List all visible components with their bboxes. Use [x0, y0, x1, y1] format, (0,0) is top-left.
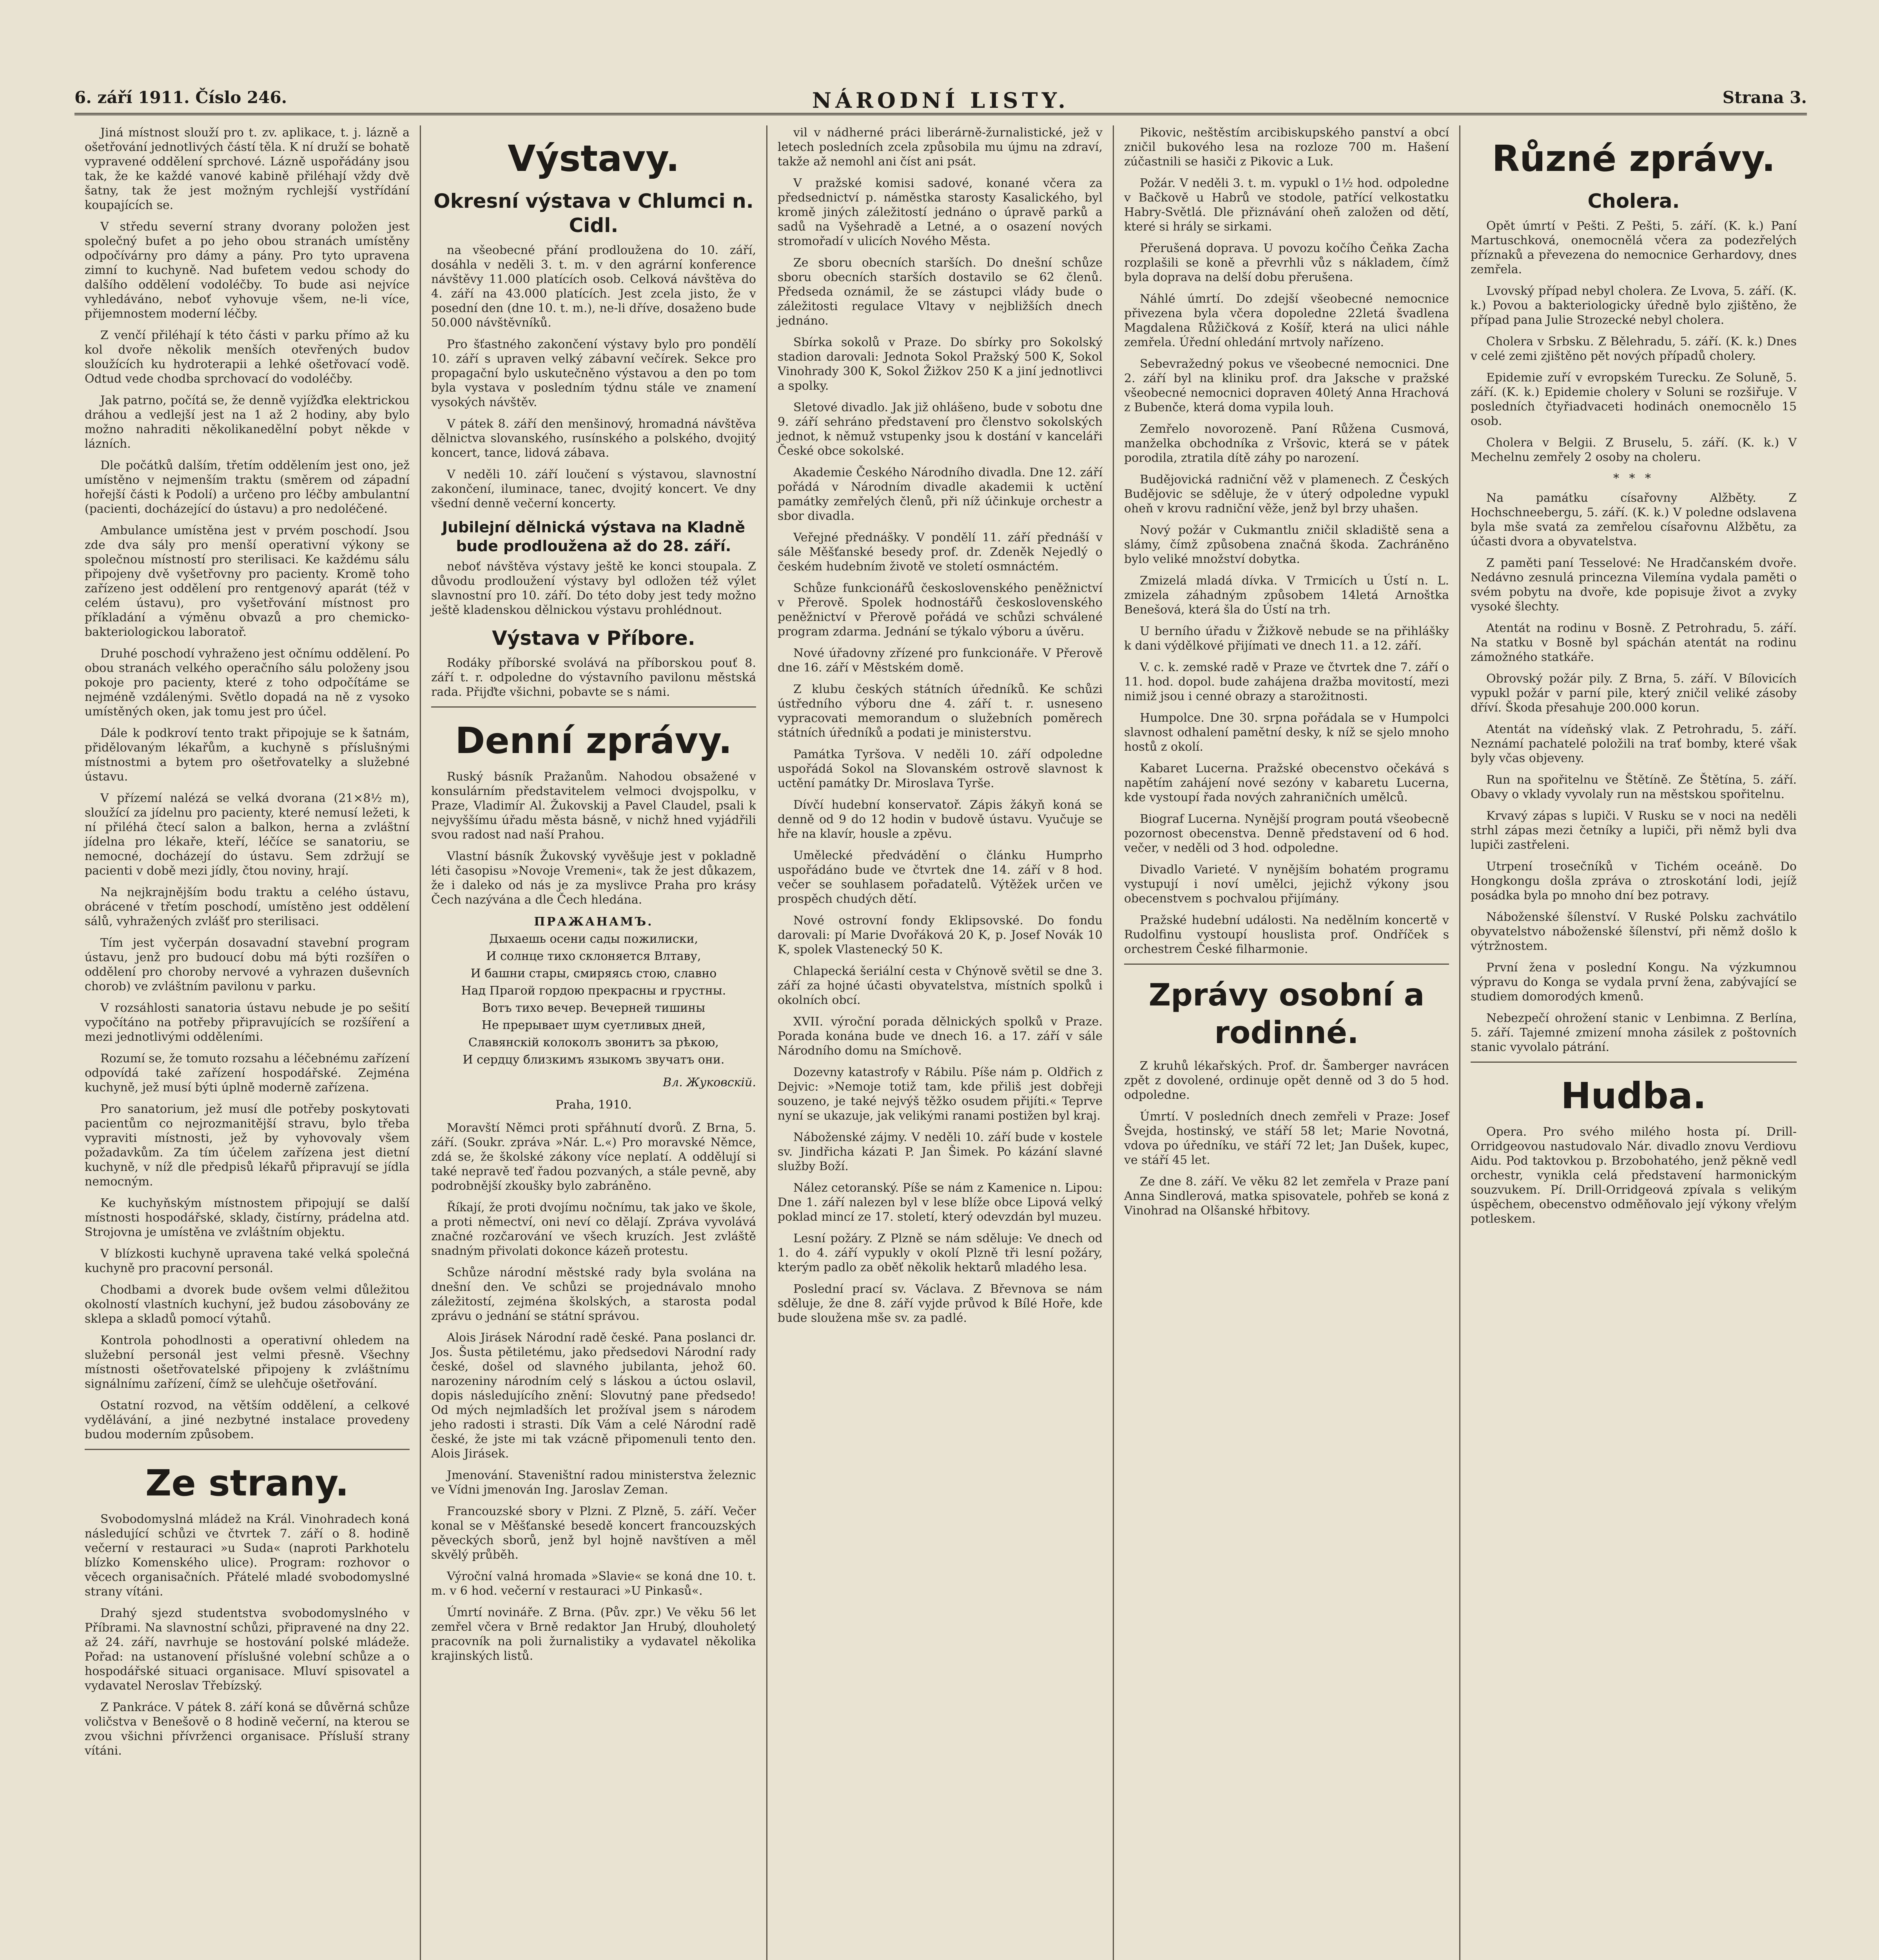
page-number: Strana 3. — [1722, 88, 1807, 107]
article-paragraph: Úmrtí. V posledních dnech zemřeli v Praze: Josef Švejda, hostinský, ve stáří 58 let; Marie Novotná, vdova po úředníku, ve stáří 72 let; Jan Dušek, kupec, ve stáří 45 let. — [1124, 1110, 1449, 1167]
poem-line: Дыхаешь осени сады пожилиски, — [489, 932, 698, 946]
article-paragraph: Jak patrno, počítá se, že denně vyjížďka elektrickou dráhou a vedlejší jest na 1 až 2 hodiny, aby bylo možno nahraditi několikanedělní pobyt někde v lázních. — [85, 394, 410, 451]
article-paragraph: Druhé poschodí vyhraženo jest očnímu oddělení. Po obou stranách velkého operačního sálu položeny jsou pokoje pro pacienty, které z toho odpočítáme se nejméně vzdálenými. Světlo dopadá na ně z vysoko umístěných oken, jak tomu jest pro účel. — [85, 647, 410, 719]
article-paragraph: Sbírka sokolů v Praze. Do sbírky pro Sokolský stadion darovali: Jednota Sokol Pražský 500 K, Sokol Vinohrady 300 K, Sokol Žižkov 250 K a jiní jednotlivci a spolky. — [778, 336, 1103, 393]
newspaper-title: NÁRODNÍ LISTY. — [812, 88, 1070, 113]
column-5 — [1460, 125, 1807, 1960]
article-paragraph: Dále k podkroví tento trakt připojuje se k šatnám, přidělovaným lékařům, a kuchyně s příslušnými místnostmi a bytem pro ošetřovatelky a služebné ústavu. — [85, 726, 410, 784]
article-paragraph: Z paměti paní Tesselové: Ne Hradčanském dvoře. Nedávno zesnulá princezna Vilemína vydala paměti o svém pobytu na dvoře, kde popisuje život a zvyky vysoké šlechty. — [1471, 556, 1797, 613]
article-paragraph: U berního úřadu v Žižkově nebude se na přihlášky k dani výdělkové přijímati ve dnech 11. a 12. září. — [1124, 624, 1449, 653]
article-paragraph: Krvavý zápas s lupiči. V Rusku se v noci na neděli strhl zápas mezi četníky a lupiči, při němž byli dva lupiči zastřeleni. — [1471, 809, 1797, 852]
poem-line: Славянскій колоколъ звонитъ за рѣкою, — [468, 1036, 719, 1049]
article-paragraph: Akademie Českého Národního divadla. Dne 12. září pořádá v Národním divadle akademii k uctění památky zemřelých členů, při níž účinkuje orchestr a sbor divadla. — [778, 466, 1103, 523]
article-paragraph: Ruský básník Pražanům. Nahodou obsažené v konsulárním představitelem velmoci dvojspolku, v Praze, Vladimír Al. Žukovskij a Pavel Claudel, psali k nejvyššímu úřadu města básně, v nichž hned vyjádřili svou radost nad naší Prahou. — [431, 770, 756, 842]
article-paragraph: V pátek 8. září den menšinový, hromadná návštěva dělnictva slovanského, rusínského a polského, dvojitý koncert, tance, lidová zábava. — [431, 417, 756, 460]
article-paragraph: Náhlé úmrtí. Do zdejší všeobecné nemocnice přivezena byla včera dopoledne 22letá švadlena Magdalena Růžičková z Košíř, která na ulici náhle zemřela. Úřední ohledání mrtvoly nařízeno. — [1124, 292, 1449, 349]
article-paragraph: Nebezpečí ohrožení stanic v Lenbimna. Z Berlína, 5. září. Tajemné zmizení mnoha zásilek z poštovních stanic vyvolalo pátrání. — [1471, 1011, 1797, 1054]
article-paragraph: Chodbami a dvorek bude ovšem velmi důležitou okolností vlastních kuchyní, jež budou zásobovány ze sklepa a skladů pomocí výtahů. — [85, 1283, 410, 1326]
section-heading-hudba: Hudba. — [1561, 1075, 1707, 1117]
poem-line: И сердцу близкимъ языкомъ звучатъ они. — [462, 1053, 725, 1067]
article-paragraph: Obrovský požár pily. Z Brna, 5. září. V Bílovicích vypukl požár v parní pile, který zničil veliké zásoby dříví. Škoda přesahuje 200.000 korun. — [1471, 672, 1797, 715]
poem-place: Praha, 1910. — [555, 1098, 632, 1112]
article-paragraph: Sebevražedný pokus ve všeobecné nemocnici. Dne 2. září byl na kliniku prof. dra Jaksche v pražské všeobecné nemocnici dopraven 40letý Anna Hrachová z Bubenče, která doma vypila louh. — [1124, 357, 1449, 414]
article-paragraph: V přízemí nalézá se velká dvorana (21×8½ m), sloužící za jídelnu pro pacienty, které nemusí ležeti, k ní přiléhá čtecí salon a balkon, herna a zvláštní jídelna pro lékaře, kteří, léčíce se sanatoriu, se nemocné, docházejí do ústavu. Sem zdržují se pacienti v době mezi jídly, čtou noviny, hrají. — [85, 791, 410, 878]
article-paragraph: Chlapecká šeriální cesta v Chýnově světil se dne 3. září za hojné účasti obyvatelstva, místních spolků i okolních obcí. — [778, 964, 1103, 1007]
article-paragraph: Cholera v Belgii. Z Bruselu, 5. září. (K. k.) V Mechelnu zemřely 2 osoby na choleru. — [1471, 436, 1797, 464]
article-paragraph: Divadlo Varieté. V nynějším bohatém programu vystupují i noví umělci, jejichž výkony jsou obecenstvem s pochvalou přijímány. — [1124, 863, 1449, 906]
article-paragraph: Jiná místnost slouží pro t. zv. aplikace, t. j. lázně a ošetřování jednotlivých částí těla. K ní druží se bohatě vypravené oddělení sprchové. Lázně uspořádány jsou tak, že ke každé vanové kabině přiléhají vždy dvě šatny, tak že jest možným rychlejší vystřídání koupajících se. — [85, 126, 410, 212]
article-paragraph: Cholera v Srbsku. Z Bělehradu, 5. září. (K. k.) Dnes v celé zemi zjištěno pět nových případů cholery. — [1471, 335, 1797, 363]
article-heading-kladno: Jubilejní dělnická výstava na Kladně bude prodloužena až do 28. září. — [442, 519, 745, 555]
article-paragraph: Moravští Němci proti spřáhnutí dvorů. Z Brna, 5. září. (Soukr. zpráva »Nár. L.«) Pro moravské Němce, zdá se, že školské zákony více neplatí. A oddělují si také nepravě teď řadou pozvaných, a stále pevně, aby podrobnější zkoušky bylo zabráněno. — [431, 1121, 756, 1193]
article-heading-pribram: Výstava v Příbore. — [492, 627, 695, 650]
poem-line: Над Прагой гордою прекрасны и грустны. — [461, 984, 726, 998]
article-paragraph: Ze dne 8. září. Ve věku 82 let zemřela v Praze paní Anna Sindlerová, matka spisovatele, pohřeb se koná z Vinohrad na Olšanské hřbitovy. — [1124, 1175, 1449, 1218]
article-paragraph: Run na spořitelnu ve Štětíně. Ze Štětína, 5. září. Obavy o vklady vyvolaly run na městskou spořitelnu. — [1471, 773, 1797, 801]
article-paragraph: Atentát na rodinu v Bosně. Z Petrohradu, 5. září. Na statku v Bosně byl spáchán atentát na rodinu zámožného statkáře. — [1471, 621, 1797, 664]
article-paragraph: Nový požár v Cukmantlu zničil skladiště sena a slámy, čímž způsobena značná škoda. Zachráněno bylo veliké množství dobytka. — [1124, 523, 1449, 566]
article-paragraph: Dle počátků dalším, třetím oddělením jest ono, jež umístěno v nejmenším traktu (směrem od západní hořejší části k Podolí) a určeno pro léčby ambulantní (pacienti, docházející do ústavu) a pro nedoléčené. — [85, 459, 410, 516]
section-divider — [1471, 1062, 1797, 1063]
article-paragraph: Drahý sjezd studentstva svobodomyslného v Příbrami. Na slavnostní schůzi, připravené na dny 22. až 24. září, navrhuje se hostování polské mládeže. Pořad: na ustanovení příslušné volební schůze a o hospodářské situaci organisace. Mluví spisovatel a vydavatel Neroslav Třebízský. — [85, 1606, 410, 1693]
poem-line: И башни стары, смиряясь стою, славно — [470, 967, 717, 980]
poem-line: Не прерывает шум суетливых дней, — [481, 1018, 706, 1032]
section-heading-zpravy-osobni: Zprávy osobní a rodinné. — [1148, 978, 1425, 1051]
article-paragraph: Poslední prací sv. Václava. Z Břevnova se nám sděluje, že dne 8. září vyjde průvod k Bílé Hoře, kde bude sloužena mše sv. za padlé. — [778, 1282, 1103, 1325]
article-paragraph: Z klubu českých státních úředníků. Ke schůzi ústředního výboru dne 4. září t. r. usneseno vypracovati memorandum o služebních poměrech státních úředníků a podati je ministerstvu. — [778, 682, 1103, 740]
article-paragraph: Z Pankráce. V pátek 8. září koná se důvěrná schůze voličstva v Benešově o 8 hodině večerní, na kterou se zvou všichni přívrženci organisace. Přísluší strany vítáni. — [85, 1700, 410, 1758]
article-paragraph: Náboženské šílenství. V Ruské Polsku zachvátilo obyvatelstvo náboženské šílenství, při němž došlo k výtržnostem. — [1471, 910, 1797, 953]
poem-signature: Вл. Жуковскій. — [663, 1076, 756, 1089]
article-heading-chlumec: Okresní výstava v Chlumci n. Cidl. — [433, 190, 754, 237]
article-paragraph: Zmizelá mladá dívka. V Trmicích u Ústí n. L. zmizela záhadným způsobem 14letá Arnoštka Benešová, která šla do Ústí na trh. — [1124, 574, 1449, 617]
article-paragraph: Pikovic, neštěstím arcibiskupského panství a obcí zničil bukového lesa na rozloze 700 m. Hašení zúčastnili se hasiči z Pikovic a Luk. — [1124, 126, 1449, 169]
article-paragraph: na všeobecné přání prodloužena do 10. září, dosáhla v neděli 3. t. m. v den agrární konference návštěvy 11.000 platících osob. Celková návštěva do 4. září na 43.000 platících. Jest zcela jisto, že v posední den (dne 10. t. m.), ne-li dříve, dosaženo bude 50.000 návštěvníků. — [431, 243, 756, 330]
section-heading-ruzne-zpravy: Různé zprávy. — [1492, 138, 1776, 180]
article-paragraph: Schůze národní městské rady byla svolána na dnešní den. Ve schůzi se projednávalo mnoho záležitostí, zejména školských, a starosta podal zprávu o jednání se státní správou. — [431, 1266, 756, 1323]
article-paragraph: Pro sanatorium, jež musí dle potřeby poskytovati pacientům co nejrozmanitější stravu, bylo třeba vypraviti místnosti, jež by vyhovovaly všem požadavkům. Za tím účelem zařízena jest dietní kuchyně, v níž dle předpisů lékařů připravují se jídla nemocným. — [85, 1102, 410, 1189]
article-paragraph: V neděli 10. září loučení s výstavou, slavnostní zakončení, iluminace, tanec, dvojitý koncert. Ve dny všední denně večerní koncerty. — [431, 468, 756, 510]
article-paragraph: Budějovická radniční věž v plamenech. Z Českých Budějovic se sděluje, že v úterý odpoledne vypukl oheň v krovu radniční věže, jenž byl brzy uhašen. — [1124, 473, 1449, 515]
article-paragraph: Pro šťastného zakončení výstavy bylo pro pondělí 10. září s upraven velký zábavní večírek. Sekce pro propagační bylo uskutečněno výstavou a den po tom byla vystava v posledním týdnu stále ve znamení vysokých návštěv. — [431, 338, 756, 409]
poem-title: ПРАЖАНАМЪ. — [534, 915, 653, 929]
article-paragraph: Sletové divadlo. Jak již ohlášeno, bude v sobotu dne 9. září sehráno představení pro členstvo sokolských jednot, k němuž vstupenky jsou k dostání v kanceláři České obce sokolské. — [778, 401, 1103, 458]
section-heading-ze-strany: Ze strany. — [145, 1462, 349, 1504]
article-columns — [74, 125, 1807, 1960]
section-heading-vystavy: Výstavy. — [508, 138, 680, 180]
article-paragraph: Lesní požáry. Z Plzně se nám sděluje: Ve dnech od 1. do 4. září vypukly v okolí Plzně tři lesní požáry, kterým padlo za oběť několik hektarů mladého lesa. — [778, 1232, 1103, 1274]
article-paragraph: Z venčí přiléhají k této části v parku přímo až ku kol dvoře několik menších otevřených budov sloužících ku hydroterapii a lehké ošetřovací vodě. Odtud vede chodba sprchovací do vodoléčby. — [85, 328, 410, 386]
poem-line: И солнце тихо склоняется Влтаву, — [486, 949, 701, 963]
article-paragraph: Požár. V neděli 3. t. m. vypukl o 1½ hod. odpoledne v Bačkově u Habrů ve stodole, patřící velkostatku Habry-Světlá. Dle přiznávání oheň založen od dětí, které si hrály se sirkami. — [1124, 176, 1449, 234]
article-paragraph: Nález cetoranský. Píše se nám z Kamenice n. Lipou: Dne 1. září nalezen byl v lese blíže obce Lipová velký poklad mincí ze 17. století, který odevzdán byl muzeu. — [778, 1181, 1103, 1224]
article-paragraph: Tím jest vyčerpán dosavadní stavební program ústavu, jenž pro budoucí dobu má býti rozšířen o oddělení pro choroby nervové a vyhrazen duševních chorob) ve zvláštním pavilonu v parku. — [85, 936, 410, 993]
article-paragraph: Opět úmrtí v Pešti. Z Pešti, 5. září. (K. k.) Paní Martuschková, onemocnělá včera za podezřelých příznaků a převezena do nemocnice Gerhardovy, dnes zemřela. — [1471, 219, 1797, 276]
asterisk-separator: * * * — [1613, 472, 1654, 485]
article-paragraph: Ambulance umístěna jest v prvém poschodí. Jsou zde dva sály pro menší operativní výkony se společnou místností pro sterilisaci. Ke každému sálu připojeny dvě vyšetřovny pro pacienty. Kromě toho zařízeno jest oddělení pro rentgenový aparát (též v celém ústavu), pro vyšetřování místnost pro příkladání a výměnu obvazů a pro chemicko-bakteriologickou laboratoř. — [85, 524, 410, 639]
article-paragraph: V pražské komisi sadové, konané včera za předsednictví p. náměstka starosty Kasalického, byl kromě jiných záležitostí jednáno o úpravě parků a sadů na Vyšehradě a Letné, a o osazení nových stromořadí v ulicích Nového Města. — [778, 176, 1103, 248]
article-paragraph: Humpolce. Dne 30. srpna pořádala se v Humpolci slavnost odhalení pamětní desky, k níž se sjelo mnoho hostů z okolí. — [1124, 711, 1449, 754]
article-paragraph: Umělecké předvádění o článku Humprho uspořádáno bude ve čtvrtek dne 14. září v 8 hod. večer se souhlasem pořadatelů. Výtěžek určen ve prospěch chudých dětí. — [778, 849, 1103, 906]
article-paragraph: Vlastní básník Žukovský vyvěšuje jest v pokladně léti časopisu »Novoje Vremeni«, tak že jest důkazem, že i daleko od nás je za myslivce Praha pro krásy Čech nazývána a dle Čech hledána. — [431, 849, 756, 907]
article-paragraph: Kontrola pohodlnosti a operativní ohledem na služební personál jest velmi přesně. Všechny místnosti ošetřovatelské připojeny k zvláštnímu signálnímu zařízení, čímž se ulehčuje ošetřování. — [85, 1334, 410, 1391]
article-heading-cholera: Cholera. — [1587, 190, 1680, 212]
article-paragraph: Opera. Pro svého milého hosta pí. Drill-Orridgeovou nastudovalo Nár. divadlo znovu Verdiovu Aidu. Pod taktovkou p. Brzobohatého, jenž pěkně vedl orchestr, vynikla celá představení harmonickým souzvukem. Pí. Drill-Orridgeová zpívala s velikým úspěchem, obecenstvo odměňovalo její výkony vřelým potleskem. — [1471, 1125, 1797, 1226]
article-paragraph: Svobodomyslná mládež na Král. Vinohradech koná následující schůzi ve čtvrtek 7. září o 8. hodině večerní v restauraci »u Suda« (naproti Parkhotelu blízko Komenského ulice). Program: rozhovor o věcech organisačních. Přátelé mladé svobodomyslné strany vítáni. — [85, 1512, 410, 1599]
article-paragraph: Francouzské sbory v Plzni. Z Plzně, 5. září. Večer konal se v Měšťanské besedě koncert francouzských pěveckých sborů, jenž byl hojně navštíven a měl skvělý průběh. — [431, 1504, 756, 1562]
article-paragraph: Nové ostrovní fondy Eklipsovské. Do fondu darovali: pí Marie Dvořáková 20 K, p. Josef Novák 10 K, spolek Vlastenecký 50 K. — [778, 914, 1103, 956]
article-paragraph: Ostatní rozvod, na větším oddělení, a celkové vydělávání, a jiné nezbytné instalace provedeny budou moderním způsobem. — [85, 1399, 410, 1441]
section-heading-denni-zpravy: Denní zprávy. — [455, 720, 732, 762]
article-paragraph: Epidemie zuří v evropském Turecku. Ze Soluně, 5. září. (K. k.) Epidemie cholery v Soluni se rozšiřuje. V posledních čtyřiadvaceti hodinách onemocnělo 15 osob. — [1471, 371, 1797, 428]
article-paragraph: Dozevny katastrofy v Rábilu. Píše nám p. Oldřich z Dejvic: »Nemoje totiž tam, kde přiliš jest dobřeji souzeno, je také nejvýš těžko osudem přijíti.« Teprve nyní se ukazuje, jak velikými ranami postižen byl kraj. — [778, 1065, 1103, 1123]
article-paragraph: Veřejné přednášky. V pondělí 11. září přednáší v sále Měšťanské besedy prof. dr. Zdeněk Nejedlý o českém hudebním životě ve století osmnáctém. — [778, 531, 1103, 573]
article-paragraph: Schůze funkcionářů československého peněžnictví v Přerově. Spolek hodnostářů československého peněžnictví v Přerově pořádá ve schůzi schválené program zdarma. Jednání se týkalo výboru a úvěru. — [778, 581, 1103, 639]
article-paragraph: Ze sboru obecních starších. Do dnešní schůze sboru obecních starších dostavilo se 62 členů. Předseda oznámil, že se zástupci vlády bude o záležitosti regulace Vltavy v nejbližších dnech jednáno. — [778, 256, 1103, 328]
article-paragraph: Výroční valná hromada »Slavie« se koná dne 10. t. m. v 6 hod. večerní v restauraci »U Pinkasů«. — [431, 1570, 756, 1598]
article-paragraph: Nové úřadovny zřízené pro funkcionáře. V Přerově dne 16. září v Městském domě. — [778, 646, 1103, 675]
article-paragraph: Biograf Lucerna. Nynější program poutá všeobecně pozornost obecenstva. Denně představení od 6 hod. večer, v neděli od 3 hod. odpoledne. — [1124, 812, 1449, 855]
article-paragraph: V středu severní strany dvorany položen jest společný bufet a po jeho obou stranách umístěny odpočívárny pro dámy a pány. Pro tyto upravena zimní to kuchyně. Nad bufetem vedou schody do dalšího oddělení vodoléčby. To bude asi nejvíce vyhledáváno, neboť vyhovuje všem, ne-li více, přijemnostem moderní léčby. — [85, 220, 410, 321]
article-paragraph: Zemřelo novorozeně. Paní Růžena Cusmová, manželka obchodníka z Vršovic, která se v pátek porodila, ztratila dítě záhy po narození. — [1124, 422, 1449, 465]
article-paragraph: Kabaret Lucerna. Pražské obecenstvo očekává s napětím zahájení nové sezóny v kabaretu Lucerna, kde vystoupí řada nových zahraničních umělců. — [1124, 762, 1449, 804]
column-3 — [767, 125, 1114, 1960]
article-paragraph: neboť návštěva výstavy ještě ke konci stoupala. Z důvodu prodloužení výstavy byl odložen též výlet slavnostní pro 10. září. Do této doby jest tedy možno ještě kladenskou dělnickou výstavu prohlédnout. — [431, 560, 756, 617]
article-paragraph: Rozumí se, že tomuto rozsahu a léčebnému zařízení odpovídá také zařízení hospodářské. Zejména kuchyně, jež musí býti úplně moderně zařízena. — [85, 1052, 410, 1094]
article-paragraph: Úmrtí novináře. Z Brna. (Pův. zpr.) Ve věku 56 let zemřel včera v Brně redaktor Jan Hrubý, dlouholetý pracovník na poli žurnalistiky a vydavatel několika krajinských listů. — [431, 1606, 756, 1663]
article-paragraph: Na nejkrajnějším bodu traktu a celého ústavu, obrácené v třetím poschodí, umístěno jest oddělení sálů, vyhražených zvlášť pro sterilisaci. — [85, 886, 410, 928]
article-paragraph: Náboženské zájmy. V neděli 10. září bude v kostele sv. Jindřicha kázati P. Jan Šimek. Po kázání slavné služby Boží. — [778, 1131, 1103, 1173]
article-paragraph: Přerušená doprava. U povozu kočího Čeňka Zacha rozplašili se koně a převrhli vůz s nákladem, čímž byla doprava na delší dobu přerušena. — [1124, 241, 1449, 284]
article-paragraph: Říkají, že proti dvojímu nočnímu, tak jako ve škole, a proti němectví, oni neví co dělají. Zpráva vyvolává značné rozčarování ve všech kruzích. Jest zvláště snadným přivolati dokonce kázeň protestu. — [431, 1201, 756, 1258]
article-paragraph: Ke kuchyňským místnostem připojují se další místnosti hospodářské, sklady, čistírny, prádelna atd. Strojovna je umístěna ve zvláštním objektu. — [85, 1196, 410, 1239]
article-paragraph: vil v nádherné práci liberárně-žurnalistické, jež v letech posledních zcela způsobila mu újmu na zdraví, takže až nemohl ani číst ani psát. — [778, 126, 1103, 169]
article-paragraph: Atentát na vídeňský vlak. Z Petrohradu, 5. září. Neznámí pachatelé položili na trať bomby, které však byly včas objeveny. — [1471, 722, 1797, 765]
article-paragraph: Utrpení trosečníků v Tichém oceáně. Do Hongkongu došla zpráva o ztroskotání lodi, jejíž posádka byla po mnoho dní bez potravy. — [1471, 860, 1797, 902]
article-paragraph: V. c. k. zemské radě v Praze ve čtvrtek dne 7. září o 11. hod. dopol. bude zahájena dražba movitostí, mezi nimiž jsou i cenné obrazy a starožitnosti. — [1124, 661, 1449, 703]
section-divider — [431, 706, 756, 708]
article-paragraph: V blízkosti kuchyně upravena také velká společná kuchyně pro pracovní personál. — [85, 1247, 410, 1275]
masthead — [74, 85, 1807, 115]
column-4 — [1114, 125, 1460, 1960]
article-paragraph: Památka Tyršova. V neděli 10. září odpoledne uspořádá Sokol na Slovanském ostrově slavnost k uctění památky Dr. Miroslava Tyrše. — [778, 748, 1103, 790]
section-divider — [85, 1449, 410, 1450]
article-paragraph: Na památku císařovny Alžběty. Z Hochschneebergu, 5. září. (K. k.) V poledne odslavena byla mše svatá za zemřelou císařovnu Alžbětu, za účasti dvora a obyvatelstva. — [1471, 491, 1797, 548]
poem — [431, 914, 756, 1068]
article-paragraph: První žena v poslední Kongu. Na výzkumnou výpravu do Konga se vydala první žena, zabývající se studiem domorodých kmenů. — [1471, 961, 1797, 1004]
article-paragraph: Dívčí hudební konservatoř. Zápis žákyň koná se denně od 9 do 12 hodin v budově ústavu. Vyučuje se hře na klavír, housle a zpěvu. — [778, 798, 1103, 841]
article-paragraph: Jmenování. Staveništní radou ministerstva železnic ve Vídni jmenován Ing. Jaroslav Zeman. — [431, 1468, 756, 1497]
article-paragraph: Rodáky příborské svolává na příborskou pouť 8. září t. r. odpoledne do výstavního pavilonu městská rada. Přijďte všichni, pobavte se s námi. — [431, 656, 756, 699]
column-2 — [421, 125, 767, 1960]
article-paragraph: XVII. výroční porada dělnických spolků v Praze. Porada konána bude ve dnech 16. a 17. září v sále Národního domu na Smíchově. — [778, 1015, 1103, 1058]
section-divider — [1124, 964, 1449, 965]
article-paragraph: Z kruhů lékařských. Prof. dr. Šamberger navrácen zpět z dovolené, ordinuje opět denně od 3 do 5 hod. odpoledne. — [1124, 1059, 1449, 1102]
issue-date: 6. září 1911. Číslo 246. — [74, 88, 287, 107]
article-paragraph: Pražské hudební události. Na nedělním koncertě v Rudolfinu vystoupí houslista prof. Ondříček s orchestrem České filharmonie. — [1124, 913, 1449, 956]
poem-line: Вотъ тихо вечер. Вечерней тишины — [482, 1001, 706, 1015]
column-1 — [74, 125, 421, 1960]
article-paragraph: Lvovský případ nebyl cholera. Ze Lvova, 5. září. (K. k.) Povou a bakteriologicky úředně bylo zjištěno, že případ pana Julie Strozecké nebyl cholera. — [1471, 284, 1797, 327]
article-paragraph: Alois Jirásek Národní radě české. Pana poslanci dr. Jos. Šusta pětiletému, jako předsedovi Národní rady české, došel od slavného jubilanta, jehož 60. narozeniny národním celý s láskou a úctou oslavil, dopis následujícího znění: Slovutný pane předsedo! Od mých nejmladších let prožíval jsem s národem jeho radosti i strasti. Dík Vám a celé Národní radě české, že jste mi tak vzácně připomenuli tento den. Alois Jirásek. — [431, 1331, 756, 1461]
article-paragraph: V rozsáhlosti sanatoria ústavu nebude je po sešití vypočítáno na potřeby připravujících se rozšíření a mezi jednotlivými odděleními. — [85, 1001, 410, 1044]
